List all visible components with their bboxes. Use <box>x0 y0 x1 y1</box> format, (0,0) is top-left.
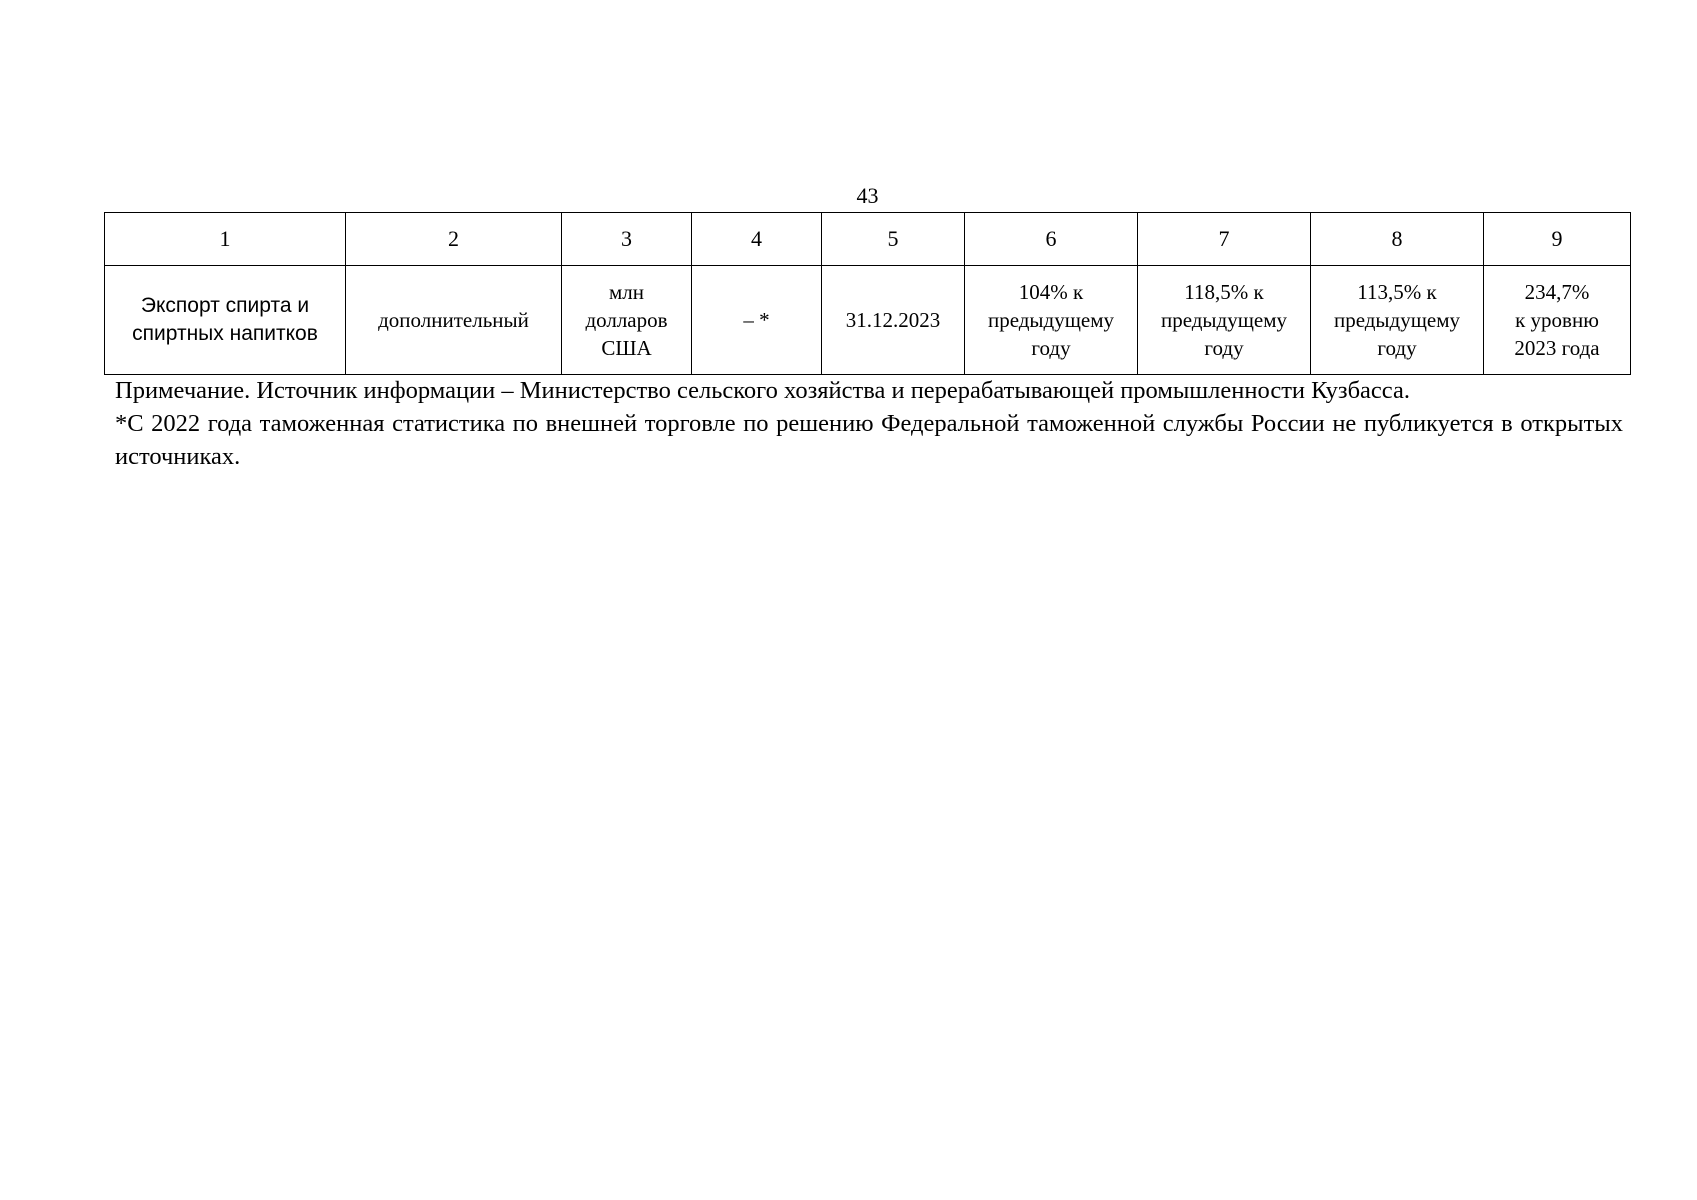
target-line: предыдущему <box>987 308 1115 332</box>
target-line: 104% к <box>1018 280 1084 304</box>
target-cell-col6 <box>965 266 1138 375</box>
column-number: 4 <box>692 213 822 266</box>
column-number: 2 <box>346 213 562 266</box>
target-cell-col8 <box>1311 266 1484 375</box>
notes <box>115 374 1623 473</box>
column-number: 7 <box>1138 213 1311 266</box>
target-line: 113,5% к <box>1357 280 1437 304</box>
unit-cell <box>562 266 692 375</box>
target-cell-col9 <box>1484 266 1631 375</box>
column-number: 5 <box>822 213 965 266</box>
table-row <box>105 266 1631 375</box>
column-number: 3 <box>562 213 692 266</box>
indicator-name-line: Экспорт спирта и <box>140 294 310 317</box>
target-line: предыдущему <box>1160 308 1288 332</box>
target-line: 118,5% к <box>1184 280 1264 304</box>
base-value-cell: – * <box>692 266 822 375</box>
target-line: году <box>1377 336 1417 360</box>
column-number: 8 <box>1311 213 1484 266</box>
footnote: *С 2022 года таможенная статистика по внешней торговле по решению Федеральной таможенной службы России не публикуется в открытых источниках. <box>115 410 1623 470</box>
target-line: году <box>1031 336 1071 360</box>
target-line: к уровню <box>1515 308 1599 332</box>
column-number: 9 <box>1484 213 1631 266</box>
target-line: предыдущему <box>1333 308 1461 332</box>
source-note: Примечание. Источник информации – Министерство сельского хозяйства и перерабатывающей промышленности Кузбасса. <box>115 377 1410 404</box>
unit-line: США <box>601 336 652 360</box>
target-cell-col7 <box>1138 266 1311 375</box>
target-line: году <box>1204 336 1244 360</box>
indicator-name-cell <box>105 266 346 375</box>
target-line: 234,7% <box>1524 280 1590 304</box>
target-line: 2023 года <box>1514 336 1600 360</box>
column-number: 1 <box>105 213 346 266</box>
indicator-type-cell: дополнительный <box>346 266 562 375</box>
column-number: 6 <box>965 213 1138 266</box>
unit-line: долларов <box>585 308 668 332</box>
base-date-cell: 31.12.2023 <box>822 266 965 375</box>
unit-line: млн <box>608 280 644 304</box>
column-number-row <box>105 213 1631 266</box>
indicator-name-line: спиртных напитков <box>132 322 318 345</box>
page-number: 43 <box>856 183 879 208</box>
indicator-table <box>104 212 1631 375</box>
